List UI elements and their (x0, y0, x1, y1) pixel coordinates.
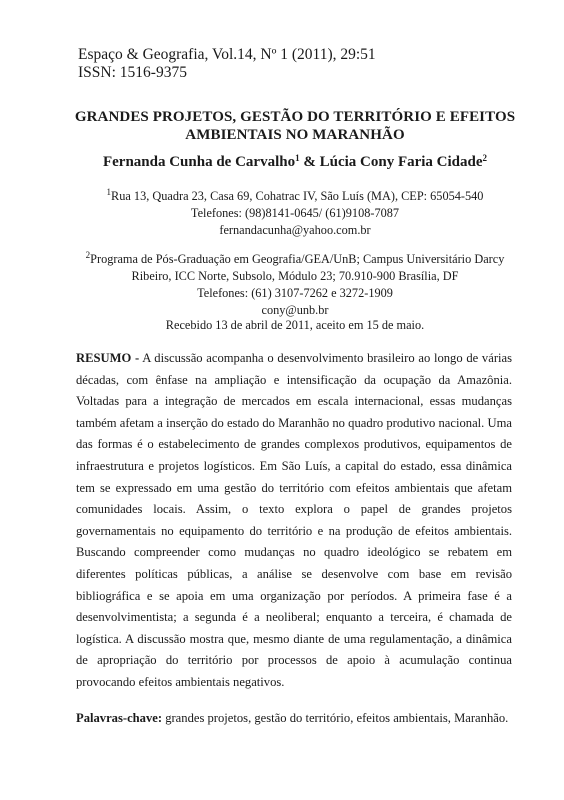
journal-issn: ISSN: 1516-9375 (78, 64, 187, 81)
affiliation-2 (50, 247, 540, 319)
affiliation-1-address: Rua 13, Quadra 23, Casa 69, Cohatrac IV, São Luís (MA), CEP: 65054-540 (111, 189, 484, 203)
paper-title-line-2: AMBIENTAIS NO MARANHÃO (185, 127, 405, 143)
keywords (76, 709, 512, 727)
affiliation-2-superscript: 2 (85, 250, 91, 260)
abstract (76, 348, 512, 694)
paper-title (50, 108, 540, 144)
affiliation-1 (50, 184, 540, 239)
author-1-superscript: 1 (295, 153, 300, 163)
author-list (50, 153, 540, 171)
keywords-text: grandes projetos, gestão do território, efeitos ambientais, Maranhão. (162, 711, 509, 725)
received-date: Recebido 13 de abril de 2011, aceito em 15 de maio. (165, 318, 425, 332)
affiliation-2-line-1: Programa de Pós-Graduação em Geografia/GEA/UnB; Campus Universitário Darcy (90, 252, 505, 266)
abstract-text: A discussão acompanha o desenvolvimento brasileiro ao longo de várias décadas, com ênfase na ampliação e intensificação da ocupação da Amazônia. Voltadas para a integração de mercados em escala internacional, essas mudanças também afetam a inserção do estado do Maranhão no quadro produtivo nacional. Uma das formas é o estabelecimento de grandes complexos produtivos, equipamentos de infraestrutura e projetos logísticos. Em São Luís, a capital do estado, essa dinâmica tem se expressado em uma gestão do território com efeitos ambientais que afetam comunidades locais. Assim, o texto explora o papel de grandes projetos governamentais no equipamento do território e na produção de efeitos ambientais. Buscando compreender como mudanças no quadro ideológico se rebatem em diferentes políticas públicas, a análise se desenvolve com base em revisão bibliográfica e se apoia em uma organização por períodos. A primeira fase é a desenvolvimentista; a segunda é a neoliberal; enquanto a terceira, é chamada de logística. A discussão mostra que, mesmo diante de uma regulamentação, a dinâmica de apropriação do território por processos de apoio à acumulação continua provocando efeitos ambientais negativos. (76, 351, 512, 689)
keywords-label: Palavras-chave: (76, 711, 163, 725)
author-2-superscript: 2 (482, 153, 488, 163)
paper-title-line-1: GRANDES PROJETOS, GESTÃO DO TERRITÓRIO E EFEITOS (74, 109, 516, 125)
affiliation-1-superscript: 1 (106, 187, 112, 197)
affiliation-2-line-2: Ribeiro, ICC Norte, Subsolo, Módulo 23; 70.910-900 Brasília, DF (131, 269, 459, 283)
affiliation-1-email: fernandacunha@yahoo.com.br (219, 223, 371, 237)
author-separator: & (299, 154, 320, 170)
abstract-label: RESUMO - (76, 351, 140, 365)
affiliation-2-email: cony@unb.br (261, 303, 329, 317)
journal-header (78, 46, 376, 82)
author-1-name: Fernanda Cunha de Carvalho (102, 154, 296, 170)
affiliation-1-phones: Telefones: (98)8141-0645/ (61)9108-7087 (190, 206, 400, 220)
affiliation-2-phones: Telefones: (61) 3107-7262 e 3272-1909 (197, 286, 393, 300)
author-2-name: Lúcia Cony Faria Cidade (319, 154, 483, 170)
journal-citation: Espaço & Geografia, Vol.14, Nº 1 (2011), 29:51 (78, 46, 376, 63)
